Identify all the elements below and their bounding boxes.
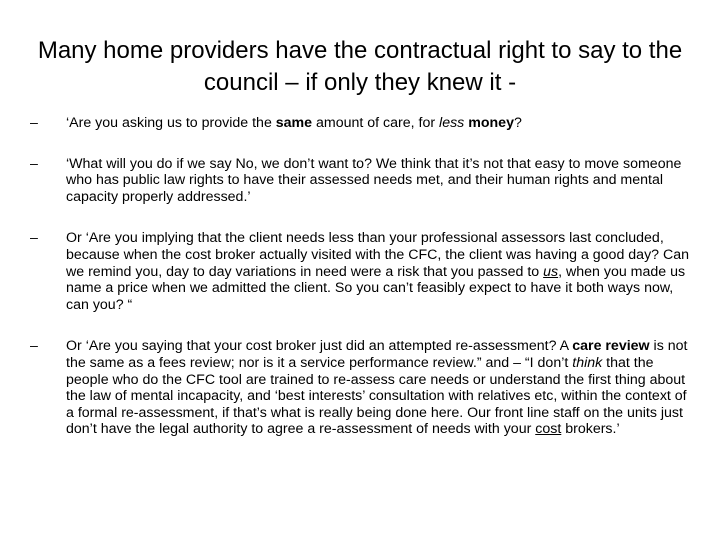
text-run: Or ‘Are you saying that your cost broker just did an attempted re-assessment? A	[66, 338, 573, 355]
bullet-item-4	[30, 338, 690, 438]
bullet-dash: –	[30, 115, 38, 131]
text-run: brokers.’	[561, 421, 620, 438]
emphasis-us: us	[543, 263, 559, 280]
text-run: , when you made us name a price when we admitted the client. So you can’t feasibly expect to have it both ways now, can you? “	[66, 263, 686, 313]
bullet-list	[30, 115, 690, 438]
emphasis-less: less	[439, 115, 465, 131]
bullet-item-2	[30, 156, 690, 206]
bullet-item-1	[30, 115, 690, 132]
emphasis-money: money	[468, 115, 514, 131]
text-run: amount of care, for	[312, 115, 440, 131]
bullet-1-text	[66, 115, 522, 131]
text-run: that the people who do the CFC tool are trained to re-assess care needs or understand the first thing about the law of mental incapacity, and ‘best interests’ consultation with relatives etc, within the context of a formal re-assessment, if that’s what is really being done here. Our front line staff on the units just don’t have the legal authority to agree a re-assessment of needs with your	[66, 354, 687, 438]
text-run: Or ‘Are you implying that the client needs less than your professional assessors last concluded, because when the cost broker actually visited with the CFC, the client was having a good day? Can we remind you, day to day variations in need were a risk that you passed to	[66, 230, 690, 280]
bullet-dash: –	[30, 155, 38, 172]
slide-title: Many home providers have the contractual right to say to the council – if only they knew it -	[37, 37, 683, 96]
emphasis-care-review: care review	[572, 338, 650, 355]
emphasis-cost: cost	[535, 421, 562, 438]
text-run: ?	[513, 115, 522, 131]
bullet-dash: –	[30, 338, 38, 355]
bullet-dash: –	[30, 230, 38, 247]
emphasis-think: think	[572, 354, 603, 371]
bullet-2-text: ‘What will you do if we say No, we don’t want to? We think that it’s not that easy to move someone who has public law rights to have their assessed needs met, and their human rights and mental capacity properly addressed.’	[66, 155, 682, 205]
bullet-3-text	[66, 230, 689, 312]
text-run: ‘Are you asking us to provide the	[66, 115, 276, 131]
bullet-4-text	[66, 338, 687, 437]
text-run: is not the same as a fees review; nor is it a service performance review.” and – “I don’t	[66, 338, 688, 371]
emphasis-same: same	[275, 115, 313, 131]
bullet-item-3	[30, 230, 690, 313]
